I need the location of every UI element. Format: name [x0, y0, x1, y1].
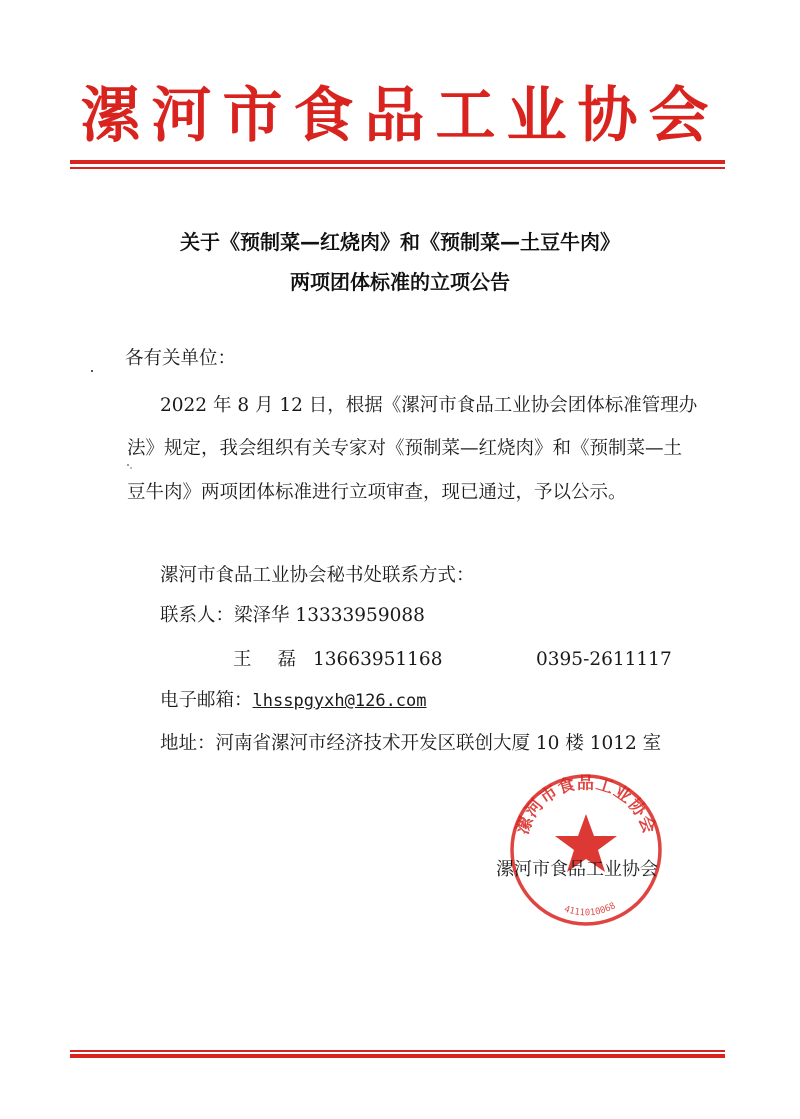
signature-org: 漯河市食品工业协会 [496, 859, 658, 880]
contact-person-1-name: 梁泽华 [234, 605, 290, 626]
contact-heading: 漯河市食品工业协会秘书处联系方式： [160, 565, 475, 586]
seal-text: 漯河市食品工业协会 [512, 773, 660, 838]
footer-rule-thick [70, 1054, 725, 1058]
seal-code: 4111010068 [562, 901, 618, 919]
body-line-2: 法》规定，我会组织有关专家对《预制菜—红烧肉》和《预制菜—土 [127, 438, 683, 459]
contact-person-1-phone: 13333959088 [295, 605, 425, 626]
email-label: 电子邮箱： [160, 690, 253, 711]
notice-title-line1: 关于《预制菜—红烧肉》和《预制菜—土豆牛肉》 [180, 230, 620, 254]
body-line-3: 豆牛肉》两项团体标准进行立项审查，现已通过，予以公示。 [127, 482, 627, 503]
notice-title-line2: 两项团体标准的立项公告 [290, 270, 510, 294]
email-link[interactable]: lhsspgyxh@126.com [252, 691, 427, 711]
address-label: 地址： [160, 733, 216, 754]
speck-1 [91, 370, 93, 372]
contact-person-2-phone: 13663951168 [313, 649, 443, 670]
contact-label: 联系人： [160, 605, 235, 626]
salutation: 各有关单位： [125, 348, 237, 369]
letterhead-title: 漯河市食品工业协会 [80, 81, 720, 151]
speck-3 [130, 467, 131, 468]
speck-2 [127, 464, 129, 466]
footer-rule-thin [70, 1050, 725, 1052]
address-value: 河南省漯河市经济技术开发区联创大厦 10 楼 1012 室 [215, 733, 662, 754]
body-line-1: 2022 年 8 月 12 日，根据《漯河市食品工业协会团体标准管理办 [160, 395, 698, 416]
contact-office-tel: 0395-2611117 [536, 649, 672, 670]
contact-person-2-name: 王磊 [233, 649, 323, 670]
